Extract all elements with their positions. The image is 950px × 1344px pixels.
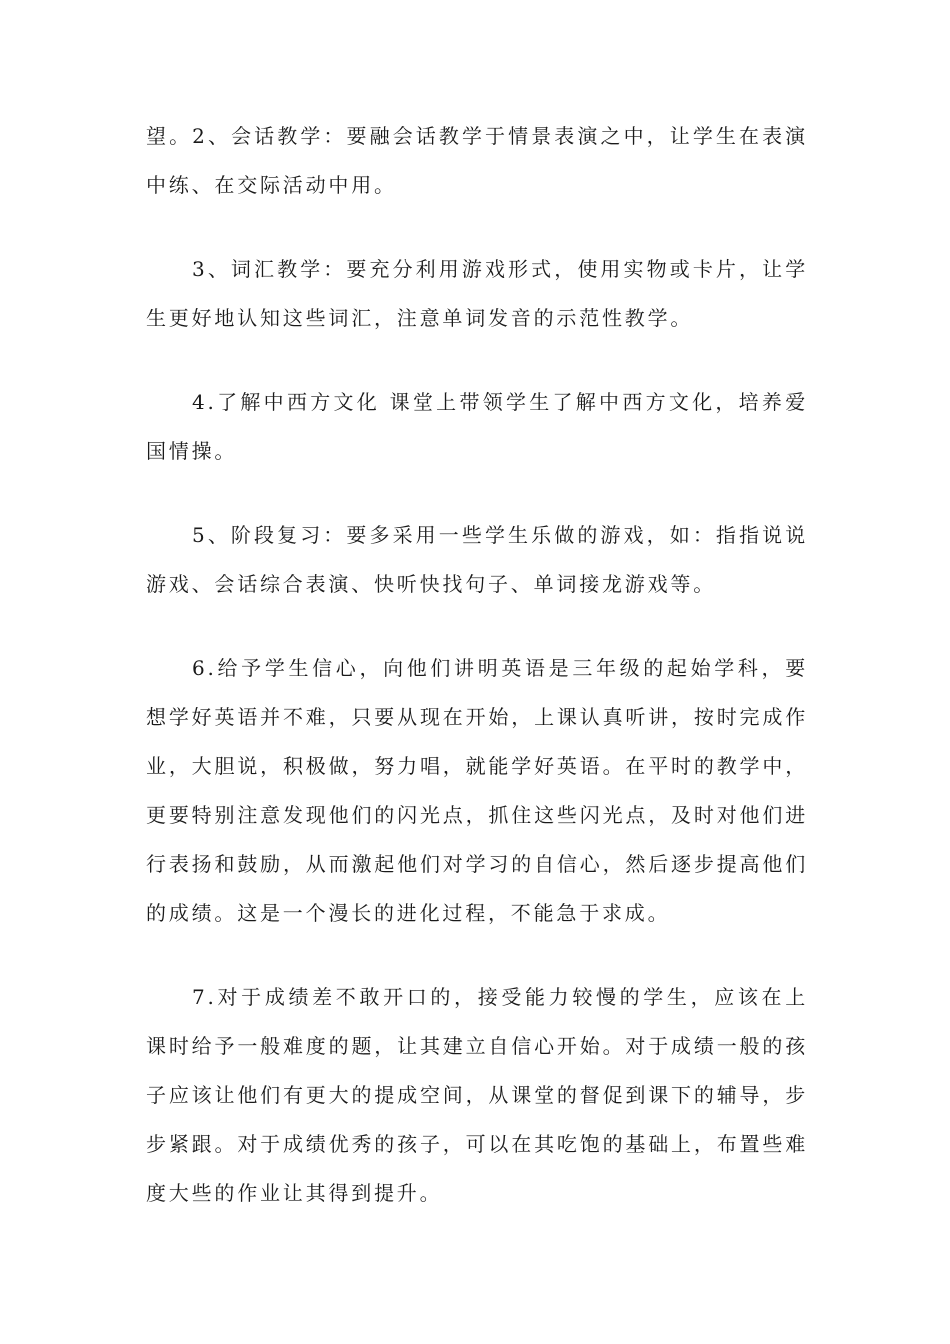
paragraph-culture: 4.了解中西方文化 课堂上带领学生了解中西方文化，培养爱国情操。 (146, 390, 808, 463)
paragraph-review: 5、阶段复习：要多采用一些学生乐做的游戏，如：指指说说游戏、会话综合表演、快听快找句子、单词接龙游戏等。 (146, 523, 808, 596)
paragraph-differentiation: 7.对于成绩差不敢开口的，接受能力较慢的学生，应该在上课时给予一般难度的题，让其建立自信心开始。对于成绩一般的孩子应该让他们有更大的提成空间，从课堂的督促到课下的辅导，步步紧跟。对于成绩优秀的孩子，可以在其吃饱的基础上，布置些难度大些的作业让其得到提升。 (146, 985, 808, 1205)
paragraph-vocabulary-teaching: 3、词汇教学：要充分利用游戏形式，使用实物或卡片，让学生更好地认知这些词汇，注意单词发音的示范性教学。 (146, 257, 808, 330)
document-body (146, 112, 808, 1253)
paragraph-confidence: 6.给予学生信心，向他们讲明英语是三年级的起始学科，要想学好英语并不难，只要从现在开始，上课认真听讲，按时完成作业，大胆说，积极做，努力唱，就能学好英语。在平时的教学中，更要特别注意发现他们的闪光点，抓住这些闪光点，及时对他们进行表扬和鼓励，从而激起他们对学习的自信心，然后逐步提高他们的成绩。这是一个漫长的进化过程，不能急于求成。 (146, 656, 808, 925)
paragraph-continuation: 望。2、会话教学：要融会话教学于情景表演之中，让学生在表演中练、在交际活动中用。 (146, 124, 808, 197)
